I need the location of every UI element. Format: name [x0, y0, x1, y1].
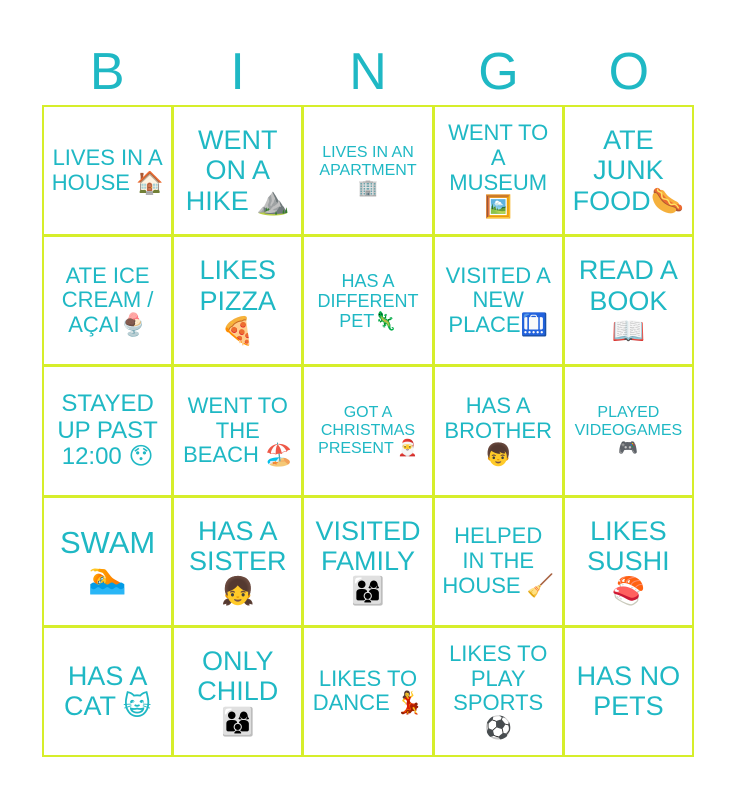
header-letter-b: B: [89, 43, 125, 101]
bingo-cell-text: HELPED IN THE HOUSE 🧹: [442, 523, 555, 598]
bingo-cell[interactable]: [565, 367, 692, 494]
bingo-cell-text: WENT TO THE BEACH 🏖️: [183, 393, 293, 468]
bingo-cell[interactable]: [44, 628, 171, 755]
bingo-cell-text: SWAM 🏊: [59, 525, 156, 596]
bingo-cell-text: STAYED UP PAST 12:00 😯: [57, 389, 158, 471]
bingo-cell-text: LIKES TO PLAY SPORTS ⚽: [449, 641, 548, 741]
bingo-cell-text: VISITED FAMILY 👨‍👩‍👦: [315, 515, 421, 607]
bingo-cell[interactable]: [565, 237, 692, 364]
bingo-cell-text: LIKES PIZZA 🍕: [199, 255, 277, 346]
bingo-cell-text: ONLY CHILD 👨‍👩‍👦: [197, 646, 279, 737]
bingo-cell[interactable]: [44, 367, 171, 494]
bingo-cell[interactable]: [44, 107, 171, 234]
bingo-cell[interactable]: [565, 107, 692, 234]
bingo-cell[interactable]: [174, 367, 301, 494]
bingo-cell-text: LIKES TO DANCE 💃: [312, 665, 424, 716]
bingo-cell-text: GOT A CHRISTMAS PRESENT 🎅: [318, 404, 418, 457]
bingo-cell-text: HAS A BROTHER 👦: [444, 393, 552, 468]
bingo-cell[interactable]: [304, 628, 431, 755]
bingo-cell[interactable]: [435, 367, 562, 494]
bingo-cell-text: ATE ICE CREAM / AÇAI🍨: [61, 262, 154, 338]
bingo-cell[interactable]: [435, 237, 562, 364]
bingo-cell-text: LIVES IN A HOUSE 🏠: [51, 144, 164, 195]
bingo-cell-text: LIKES SUSHI 🍣: [587, 515, 670, 607]
bingo-cell-text: HAS A SISTER 👧: [189, 515, 287, 607]
bingo-cell-text: VISITED A NEW PLACE🛄: [445, 262, 551, 338]
bingo-cell[interactable]: [44, 498, 171, 625]
bingo-cell-text: PLAYED VIDEOGAMES 🎮: [574, 404, 683, 457]
bingo-cell[interactable]: [435, 628, 562, 755]
bingo-cell-text: HAS A DIFFERENT PET🦎: [317, 270, 419, 331]
bingo-cell-text: WENT TO A MUSEUM 🖼️: [448, 120, 549, 220]
bingo-cell[interactable]: [174, 107, 301, 234]
bingo-cell-text: READ A BOOK 📖: [578, 255, 678, 346]
bingo-cell-text: HAS A CAT 😺: [64, 661, 152, 722]
bingo-cell[interactable]: [435, 498, 562, 625]
bingo-header: [42, 42, 694, 102]
header-letter-i: I: [230, 43, 245, 101]
header-letter-g: G: [478, 43, 519, 101]
bingo-cell[interactable]: [565, 628, 692, 755]
bingo-cell[interactable]: [304, 107, 431, 234]
bingo-cell[interactable]: [44, 237, 171, 364]
bingo-cell[interactable]: [304, 498, 431, 625]
bingo-cell-text: HAS NO PETS: [576, 661, 681, 722]
bingo-cell[interactable]: [174, 498, 301, 625]
bingo-cell[interactable]: [304, 367, 431, 494]
bingo-cell-text: ATE JUNK FOOD🌭: [572, 125, 685, 216]
header-letter-n: N: [349, 43, 387, 101]
bingo-cell[interactable]: [565, 498, 692, 625]
bingo-cell[interactable]: [174, 628, 301, 755]
bingo-cell[interactable]: [435, 107, 562, 234]
bingo-cell-text: WENT ON A HIKE ⛰️: [185, 125, 290, 216]
bingo-cell[interactable]: [174, 237, 301, 364]
header-letter-o: O: [608, 43, 650, 101]
bingo-cell-text: LIVES IN AN APARTMENT 🏢: [319, 143, 417, 197]
bingo-grid: [42, 105, 694, 757]
bingo-cell[interactable]: [304, 237, 431, 364]
